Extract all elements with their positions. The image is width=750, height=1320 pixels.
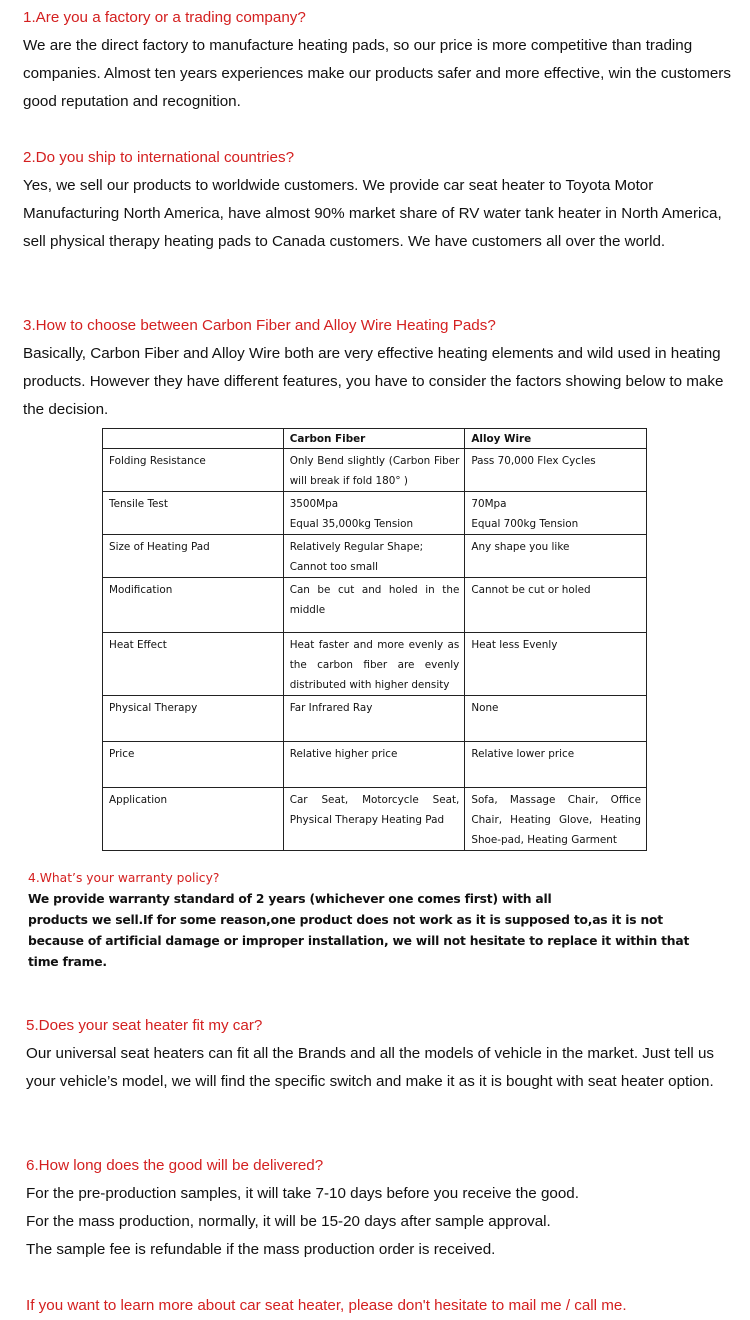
faq-answer-2: Yes, we sell our products to worldwide customers. We provide car seat heater to Toyota Motor Manufacturing North America, have almost 90% market share of RV water tank heater in North America, sell physical therapy heating pads to Canada customers. We have customers all over the world. xyxy=(23,177,722,250)
table-row xyxy=(103,696,647,742)
table-row xyxy=(103,535,647,578)
closing-call-to-action: If you want to learn more about car seat heater, please don't hesitate to mail me / call me. xyxy=(26,1297,627,1314)
warranty-line: products we sell.If for some reason,one product does not work as it is supposed to,as it is not xyxy=(28,913,663,927)
table-cell-factor: Physical Therapy xyxy=(103,696,284,742)
faq-answer-3: Basically, Carbon Fiber and Alloy Wire both are very effective heating elements and wild used in heating products. However they have different features, you have to consider the factors showing below to make the decision. xyxy=(23,345,724,418)
table-cell-carbon: Can be cut and holed in the middle xyxy=(283,578,465,633)
warranty-line: time frame. xyxy=(28,955,107,969)
table-cell-carbon: Heat faster and more evenly as the carbon fiber are evenly distributed with higher density xyxy=(283,633,465,696)
faq-answer-6-line-1: For the pre-production samples, it will take 7-10 days before you receive the good. xyxy=(26,1185,579,1202)
table-cell-factor: Modification xyxy=(103,578,284,633)
table-cell-factor: Size of Heating Pad xyxy=(103,535,284,578)
faq-answer-6-line-3: The sample fee is refundable if the mass production order is received. xyxy=(26,1241,496,1258)
faq-answer-1: We are the direct factory to manufacture heating pads, so our price is more competitive than trading companies. Almost ten years experiences make our products safer and more effective, win the customers good reputation and recognition. xyxy=(23,37,731,110)
faq-question-3: 3.How to choose between Carbon Fiber and Alloy Wire Heating Pads? xyxy=(23,317,496,334)
table-row xyxy=(103,742,647,788)
table-cell-factor: Tensile Test xyxy=(103,492,284,535)
table-cell-alloy: Relative lower price xyxy=(465,742,647,788)
table-header-factor xyxy=(103,429,284,449)
table-cell-factor: Heat Effect xyxy=(103,633,284,696)
warranty-answer xyxy=(28,889,690,973)
faq-question-1: 1.Are you a factory or a trading company? xyxy=(23,9,306,26)
table-cell-factor: Price xyxy=(103,742,284,788)
table-cell-alloy: Cannot be cut or holed xyxy=(465,578,647,633)
table-cell-carbon: Relatively Regular Shape; Cannot too small xyxy=(283,535,465,578)
table-cell-factor: Folding Resistance xyxy=(103,449,284,492)
table-row xyxy=(103,578,647,633)
warranty-line: We provide warranty standard of 2 years (whichever one comes first) with all xyxy=(28,892,552,906)
table-header-carbon: Carbon Fiber xyxy=(283,429,465,449)
faq-answer-5: Our universal seat heaters can fit all the Brands and all the models of vehicle in the market. Just tell us your vehicle’s model, we will find the specific switch and make it as it is bought with seat heater option. xyxy=(26,1045,715,1090)
table-cell-factor: Application xyxy=(103,788,284,851)
comparison-table xyxy=(102,428,647,851)
faq-question-5: 5.Does your seat heater fit my car? xyxy=(26,1017,263,1034)
table-cell-carbon: Only Bend slightly (Carbon Fiber will break if fold 180° ) xyxy=(283,449,465,492)
table-header-alloy: Alloy Wire xyxy=(465,429,647,449)
table-row xyxy=(103,492,647,535)
table-cell-carbon: 3500Mpa Equal 35,000kg Tension xyxy=(283,492,465,535)
table-row xyxy=(103,788,647,851)
table-cell-alloy: Pass 70,000 Flex Cycles xyxy=(465,449,647,492)
table-cell-alloy: Sofa, Massage Chair, Office Chair, Heating Glove, Heating Shoe-pad, Heating Garment xyxy=(465,788,647,851)
table-cell-alloy: Any shape you like xyxy=(465,535,647,578)
warranty-line: because of artificial damage or improper installation, we will not hesitate to replace it within that xyxy=(28,934,690,948)
table-row xyxy=(103,633,647,696)
table-cell-carbon: Relative higher price xyxy=(283,742,465,788)
table-cell-carbon: Car Seat, Motorcycle Seat, Physical Therapy Heating Pad xyxy=(283,788,465,851)
warranty-question: 4.What’s your warranty policy? xyxy=(28,871,220,885)
faq-question-2: 2.Do you ship to international countries? xyxy=(23,149,295,166)
table-header-row xyxy=(103,429,647,449)
table-cell-alloy: 70Mpa Equal 700kg Tension xyxy=(465,492,647,535)
faq-question-6: 6.How long does the good will be delivered? xyxy=(26,1157,324,1174)
table-cell-carbon: Far Infrared Ray xyxy=(283,696,465,742)
table-cell-alloy: Heat less Evenly xyxy=(465,633,647,696)
table-cell-alloy: None xyxy=(465,696,647,742)
table-row xyxy=(103,449,647,492)
faq-answer-6-line-2: For the mass production, normally, it will be 15-20 days after sample approval. xyxy=(26,1213,551,1230)
